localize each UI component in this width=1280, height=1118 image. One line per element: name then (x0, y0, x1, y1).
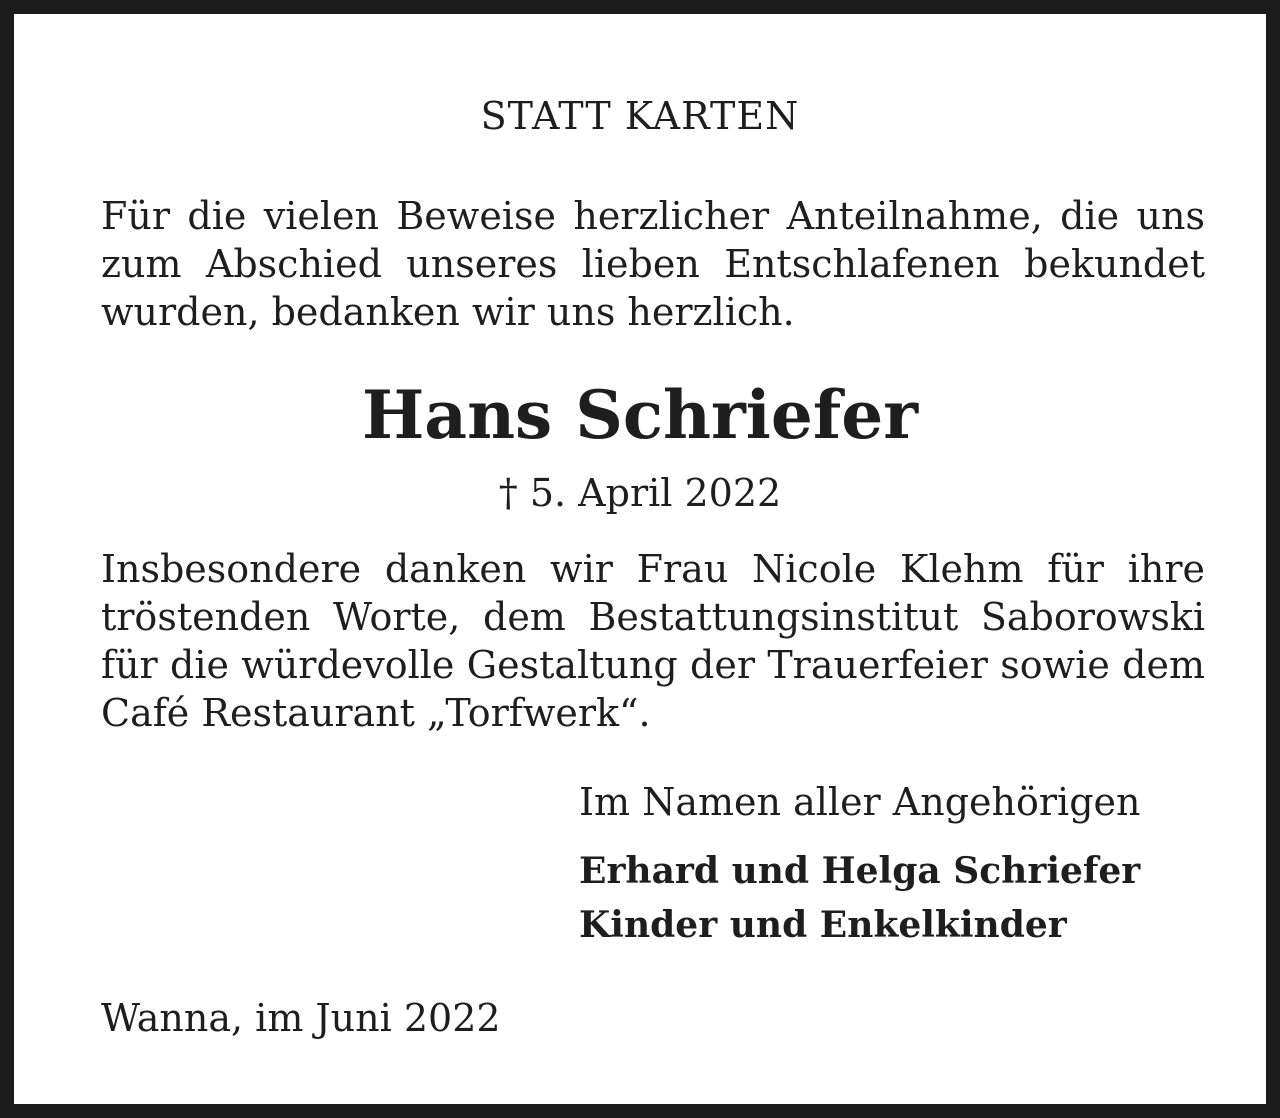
signatory-parents: Erhard und Helga Schriefer (579, 850, 1141, 892)
death-date: † 5. April 2022 (498, 471, 782, 515)
signatory-family: Kinder und Enkelkinder (579, 904, 1067, 946)
place-date: Wanna, im Juni 2022 (101, 996, 501, 1040)
thanks-paragraph: Für die vielen Beweise herzlicher Anteilnahme, die uns zum Abschied unseres lieben Entschlafenen bekundet wurden, bedanken wir uns herzlich. (101, 194, 1205, 334)
closing-line: Im Namen aller Angehörigen (579, 780, 1141, 824)
notice-header: STATT KARTEN (480, 94, 800, 138)
deceased-name: Hans Schriefer (361, 376, 919, 454)
special-thanks-paragraph: Insbesondere danken wir Frau Nicole Klehm für ihre tröstenden Worte, dem Bestattungsinstitut Saborowski für die würdevolle Gestaltung der Trauerfeier sowie dem Café Restaurant „Torfwerk“. (101, 547, 1205, 735)
